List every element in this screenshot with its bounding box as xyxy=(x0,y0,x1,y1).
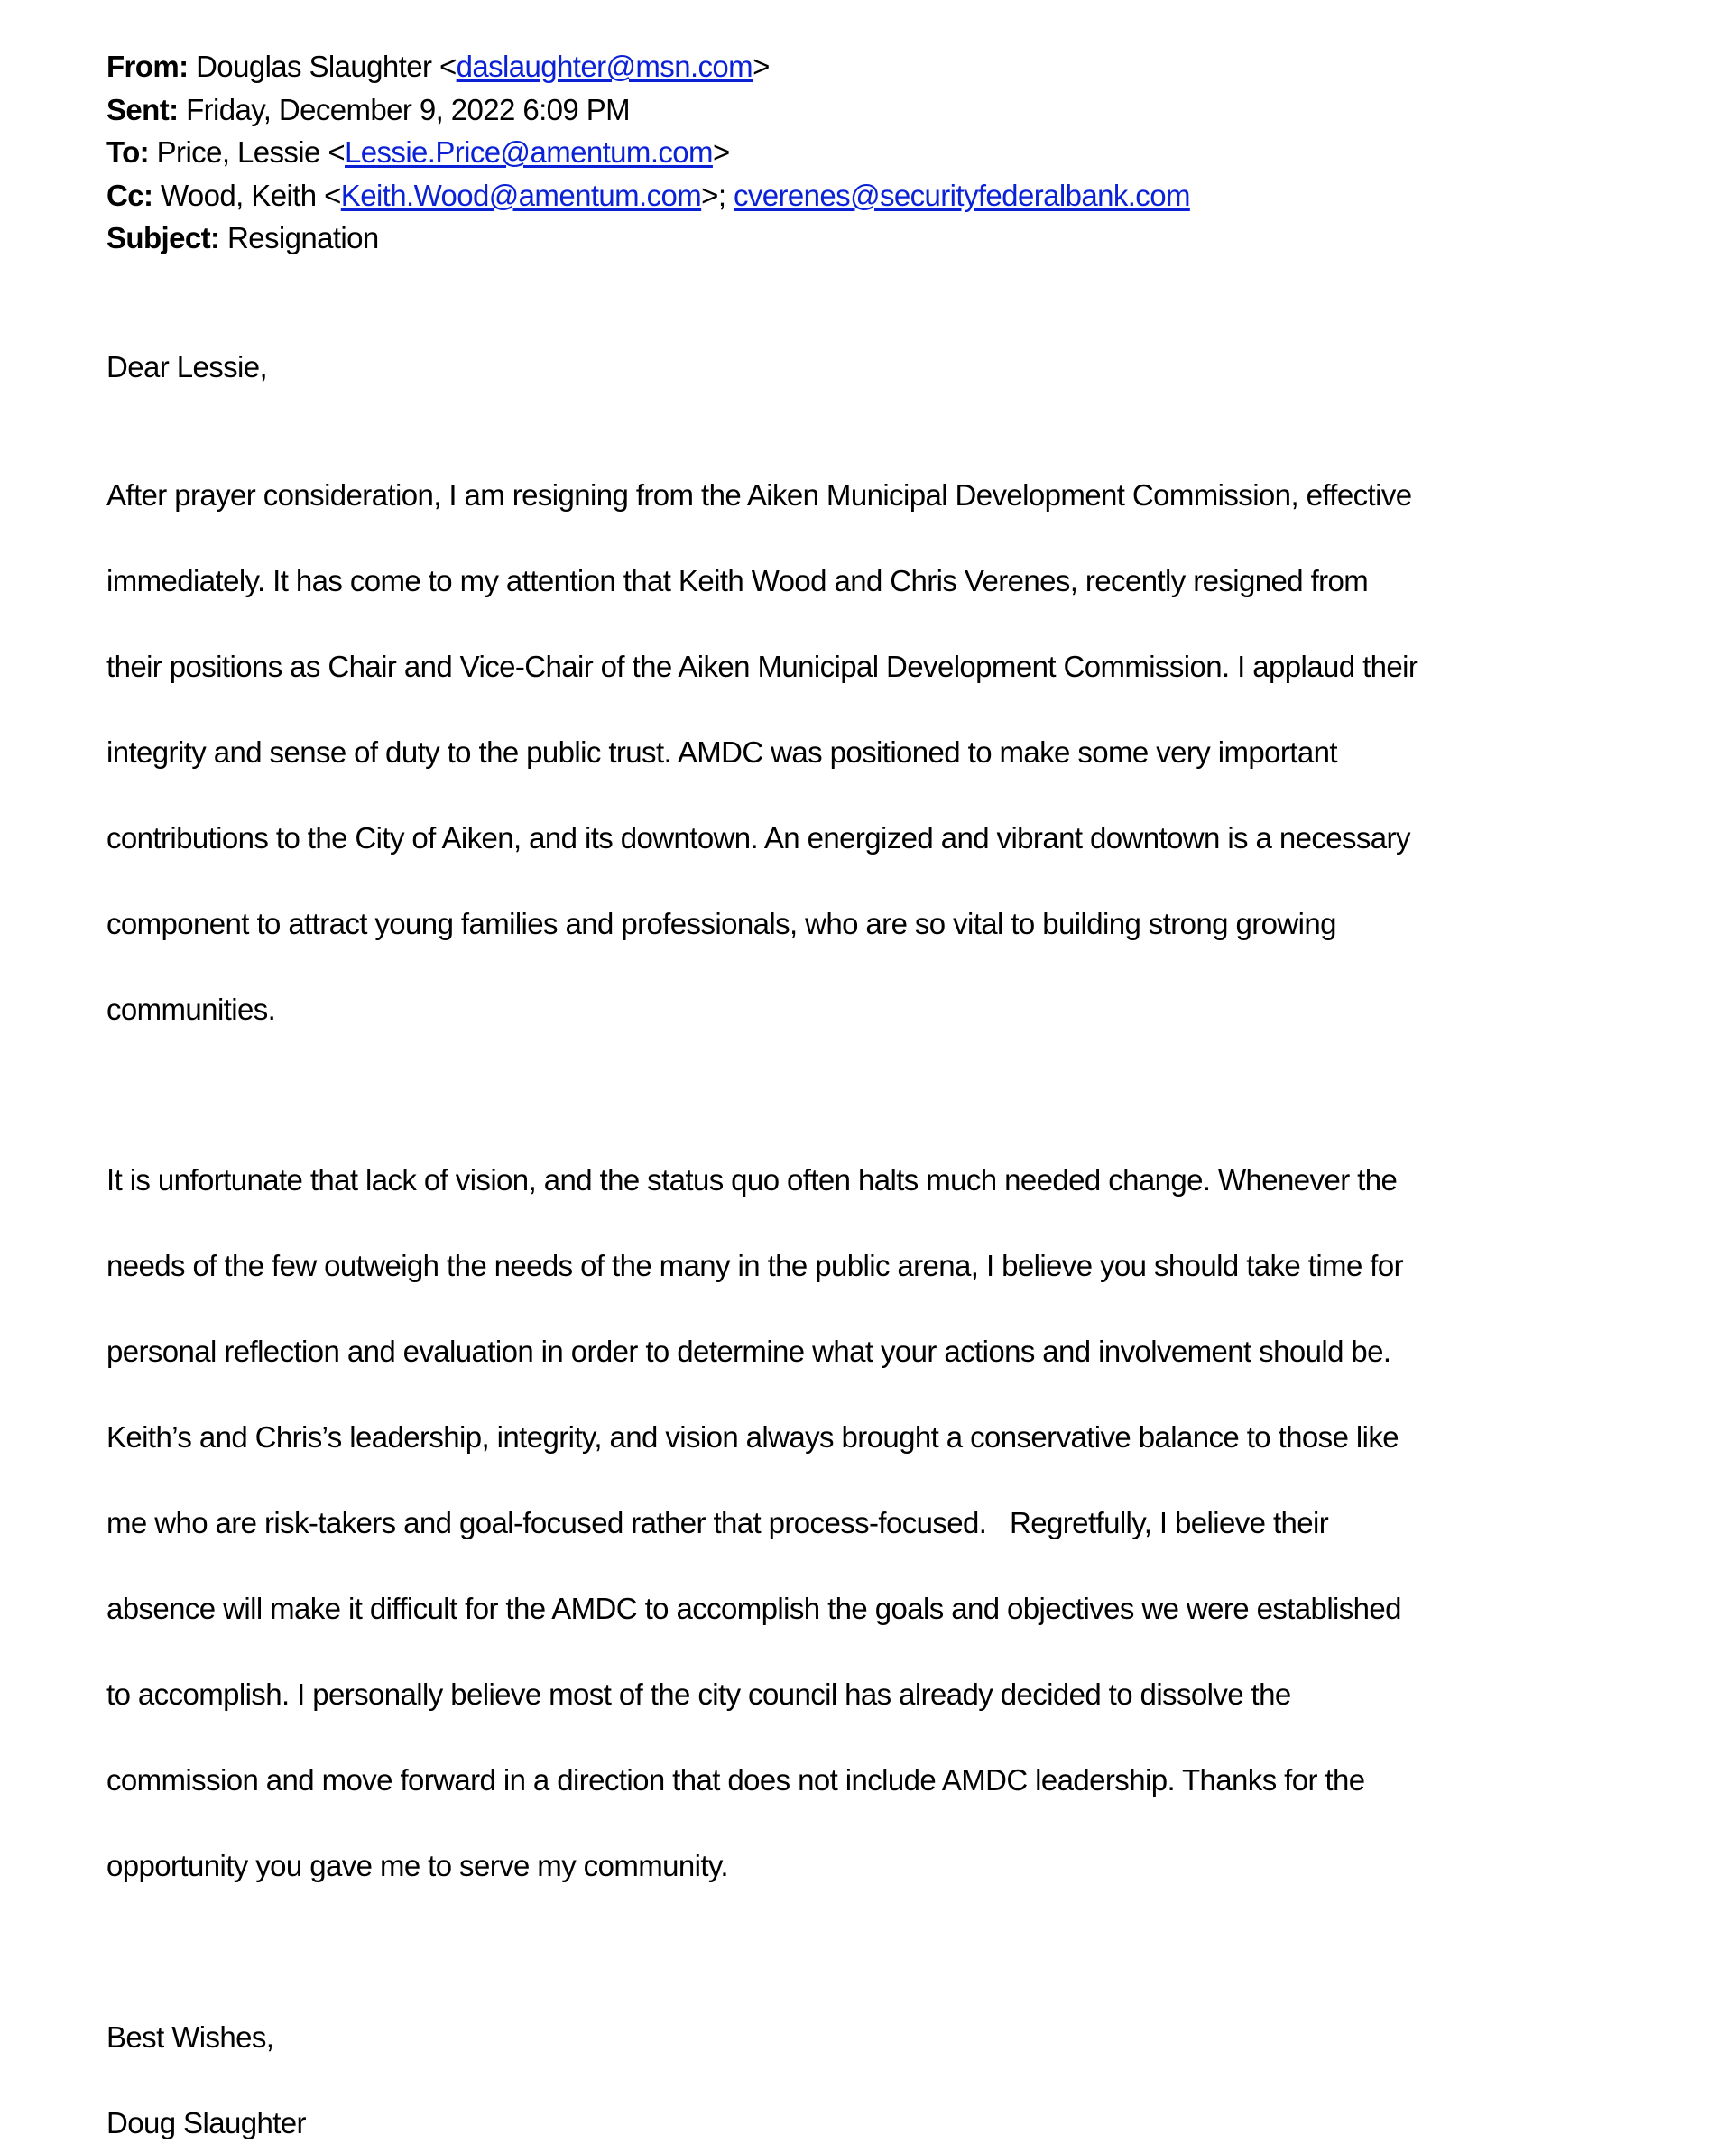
paragraph-line: commission and move forward in a direction that does not include AMDC leadership. Thanks for the xyxy=(106,1759,1658,1802)
angle-open: < xyxy=(328,135,345,169)
subject-value: Resignation xyxy=(227,221,379,254)
from-label: From: xyxy=(106,50,189,83)
from-line xyxy=(106,45,1658,88)
paragraph-line: component to attract young families and professionals, who are so vital to building strong growing xyxy=(106,902,1658,946)
paragraph-line: their positions as Chair and Vice-Chair of the Aiken Municipal Development Commission. I applaud their xyxy=(106,645,1658,688)
paragraph-1 xyxy=(106,430,1658,1074)
subject-line xyxy=(106,217,1658,260)
angle-close: > xyxy=(753,50,770,83)
to-name: Price, Lessie xyxy=(157,135,320,169)
paragraph-line: integrity and sense of duty to the public trust. AMDC was positioned to make some very important xyxy=(106,731,1658,774)
to-email-link[interactable]: Lessie.Price@amentum.com xyxy=(345,135,713,169)
paragraph-line: to accomplish. I personally believe most of the city council has already decided to dissolve the xyxy=(106,1673,1658,1716)
email-document xyxy=(106,45,1658,2144)
to-line xyxy=(106,131,1658,174)
paragraph-line: personal reflection and evaluation in order to determine what your actions and involvement should be. xyxy=(106,1330,1658,1373)
paragraph-line: immediately. It has come to my attention that Keith Wood and Chris Verenes, recently resigned from xyxy=(106,559,1658,603)
signature: Doug Slaughter xyxy=(106,2102,1658,2144)
paragraph-line: me who are risk-takers and goal-focused rather that process-focused. Regretfully, I believe their xyxy=(106,1502,1658,1545)
cc-email-link-2[interactable]: cverenes@securityfederalbank.com xyxy=(734,179,1190,212)
from-email-link[interactable]: daslaughter@msn.com xyxy=(457,50,753,83)
sent-line xyxy=(106,88,1658,132)
paragraph-line: Keith’s and Chris’s leadership, integrity, and vision always brought a conservative balance to those like xyxy=(106,1416,1658,1459)
cc-email-link[interactable]: Keith.Wood@amentum.com xyxy=(341,179,701,212)
sent-value: Friday, December 9, 2022 6:09 PM xyxy=(186,93,630,126)
paragraph-line: communities. xyxy=(106,988,1658,1031)
paragraph-line: needs of the few outweigh the needs of the many in the public arena, I believe you should take time for xyxy=(106,1244,1658,1288)
cc-line xyxy=(106,174,1658,217)
cc-label: Cc: xyxy=(106,179,152,212)
angle-open: < xyxy=(324,179,341,212)
email-header xyxy=(106,45,1658,260)
paragraph-2 xyxy=(106,1116,1658,1931)
separator: >; xyxy=(701,179,734,212)
closing: Best Wishes, xyxy=(106,2016,1658,2059)
greeting: Dear Lessie, xyxy=(106,346,1658,389)
paragraph-line: absence will make it difficult for the AMDC to accomplish the goals and objectives we were established xyxy=(106,1587,1658,1631)
paragraph-line: opportunity you gave me to serve my community. xyxy=(106,1844,1658,1888)
subject-label: Subject: xyxy=(106,221,219,254)
cc-name: Wood, Keith xyxy=(161,179,317,212)
angle-open: < xyxy=(439,50,457,83)
to-label: To: xyxy=(106,135,149,169)
angle-close: > xyxy=(713,135,730,169)
paragraph-line: contributions to the City of Aiken, and its downtown. An energized and vibrant downtown is a necessary xyxy=(106,817,1658,860)
paragraph-line: It is unfortunate that lack of vision, and the status quo often halts much needed change. Whenever the xyxy=(106,1159,1658,1202)
from-name: Douglas Slaughter xyxy=(196,50,431,83)
sent-label: Sent: xyxy=(106,93,179,126)
paragraph-line: After prayer consideration, I am resigning from the Aiken Municipal Development Commission, effective xyxy=(106,474,1658,517)
